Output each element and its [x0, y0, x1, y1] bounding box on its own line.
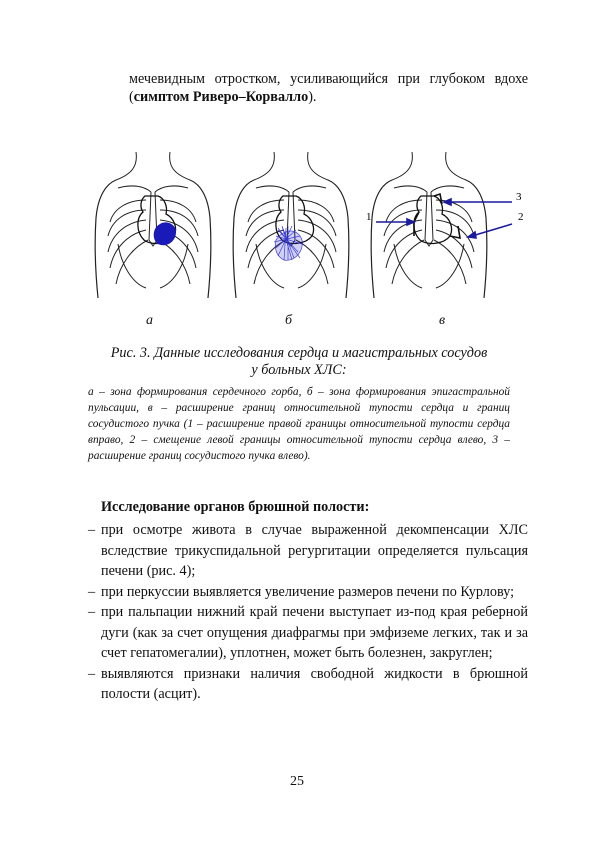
dash-bullet: –	[88, 583, 96, 600]
figure-legend: а – зона формирования сердечного горба, б – зона формирования эпигастральной пульсации, в – расширение границ относительной тупости сердца и границ сосудистого пучка (1 – расширение правой границы относительной тупости сердца вправо, 2 – смещение левой границы относительной тупости сердца влево, 3 – расширение границ сосудистого пучка влево).	[88, 386, 510, 462]
sublabel-a: а	[146, 313, 153, 328]
caption-line-1: Рис. 3. Данные исследования сердца и магистральных сосудов	[110, 345, 488, 361]
marker-1: 1	[366, 211, 372, 223]
list-item-text: выявляются признаки наличия свободной жидкости в брюшной полости (асцит).	[101, 665, 528, 702]
dash-bullet: –	[88, 665, 96, 682]
section-heading: Исследование органов брюшной полости:	[101, 499, 370, 515]
intro-text: мечевидным отростком, усиливающийся при глубоком вдохе (	[129, 71, 528, 105]
marker-3: 3	[516, 191, 522, 203]
list-item	[88, 520, 528, 582]
caption-line-2: у больных ХЛС:	[251, 362, 347, 378]
heart-hump-zone	[154, 222, 176, 245]
intro-bold-term: симптом Риверо–Корвалло	[133, 89, 309, 105]
torso-b	[233, 152, 349, 298]
marker-2: 2	[518, 211, 524, 223]
chest-figure	[80, 148, 530, 308]
dash-bullet: –	[88, 604, 96, 620]
arrow-1	[376, 219, 414, 225]
list-item-text: при осмотре живота в случае выраженной декомпенсации ХЛС вследствие трикуспидальной регургитации определяется пульсация печени (рис. 4);	[101, 522, 528, 579]
arrow-2	[468, 224, 512, 238]
list-item	[88, 664, 528, 705]
torso-c	[371, 152, 487, 298]
list-item-text: при пальпации нижний край печени выступает из-под края реберной дуги (как за счет опущения диафрагмы при эмфиземе легких, так и за счет гепатомегалии), уплотнен, может быть болезнен, закруглен;	[101, 604, 528, 661]
list-item	[88, 582, 528, 603]
dash-bullet: –	[88, 522, 96, 538]
page-number: 25	[290, 774, 304, 789]
list-item	[88, 602, 528, 664]
list-item-text: при перкуссии выявляется увеличение размеров печени по Курлову;	[101, 583, 515, 600]
findings-list	[88, 520, 528, 705]
sublabel-c: в	[439, 313, 446, 328]
intro-paragraph	[129, 70, 528, 106]
torso-a	[95, 152, 211, 298]
figure-caption	[88, 345, 510, 379]
intro-tail: ).	[308, 89, 317, 105]
sublabel-b: б	[285, 313, 293, 328]
arrow-3	[444, 199, 512, 205]
